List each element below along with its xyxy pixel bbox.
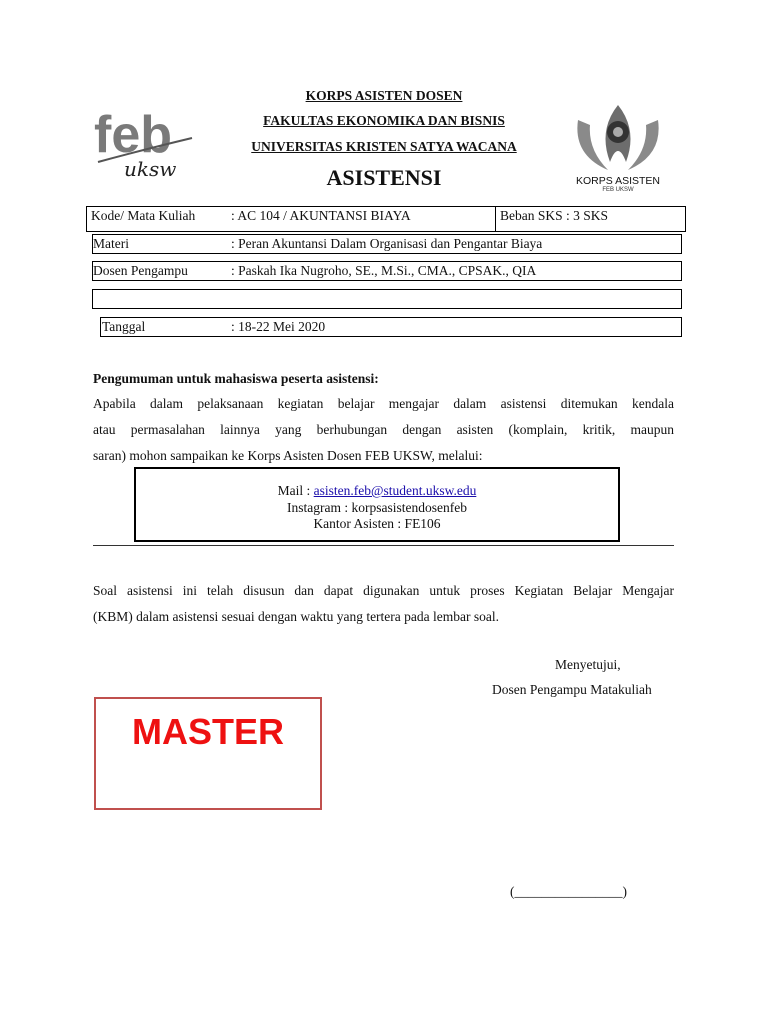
kode-divider: [495, 206, 496, 232]
info-row-empty: [92, 289, 682, 309]
announcement-line-2: atau permasalahan lainnya yang berhubungan dengan asisten (komplain, kritik, maupun: [93, 422, 674, 437]
korps-logo-graphic: [568, 100, 668, 192]
contact-instagram: Instagram : korpsasistendosenfeb: [287, 499, 467, 515]
info-row-dosen: [92, 261, 682, 281]
announcement-line-1: Apabila dalam pelaksanaan kegiatan belajar mengajar dalam asistensi ditemukan kendala: [93, 396, 674, 411]
page-title: ASISTENSI: [326, 165, 442, 190]
contact-kantor: Kantor Asisten : FE106: [313, 516, 441, 531]
uksw-logo-text: uksw: [124, 157, 177, 180]
info-row-tanggal: [100, 317, 682, 337]
master-stamp-box: [94, 697, 322, 810]
dosen-label: Dosen Pengampu: [93, 263, 188, 278]
contact-box: [134, 467, 620, 542]
contact-mail-line: [136, 483, 618, 500]
dosen-value: : Paskah Ika Nugroho, SE., M.Si., CMA., CPSAK., QIA: [231, 263, 537, 278]
mail-label: Mail :: [277, 483, 314, 498]
sks-value: Beban SKS : 3 SKS: [500, 208, 609, 223]
materi-label: Materi: [93, 236, 129, 251]
kode-value: : AC 104 / AKUNTANSI BIAYA: [231, 208, 411, 223]
header-line-korps: KORPS ASISTEN DOSEN: [305, 88, 463, 103]
tanggal-label: Tanggal: [102, 319, 146, 334]
kode-label: Kode/ Mata Kuliah: [91, 208, 196, 223]
korps-asisten-logo: [568, 100, 668, 192]
statement-line-1: Soal asistensi ini telah disusun dan dapat digunakan untuk proses Kegiatan Belajar Mengajar: [93, 583, 674, 598]
announcement-heading: Pengumuman untuk mahasiswa peserta asistensi:: [93, 371, 379, 386]
tanggal-value: : 18-22 Mei 2020: [231, 319, 326, 334]
feb-uksw-logo: [92, 100, 202, 180]
korps-logo-subtext: FEB UKSW: [602, 187, 634, 192]
statement-paragraph: [93, 578, 674, 630]
section-divider: [93, 545, 674, 546]
statement-line-2: (KBM) dalam asistensi sesuai dengan waktu yang tertera pada lembar soal.: [93, 609, 499, 624]
master-stamp-text: MASTER: [132, 711, 284, 752]
materi-value: : Peran Akuntansi Dalam Organisasi dan Pengantar Biaya: [231, 236, 543, 251]
header-line-universitas: UNIVERSITAS KRISTEN SATYA WACANA: [251, 139, 517, 154]
announcement-body: [93, 391, 674, 469]
signature-line: (________________): [510, 884, 627, 899]
approval-dosen: Dosen Pengampu Matakuliah: [492, 682, 652, 697]
info-row-kode: [86, 206, 686, 232]
feb-logo-text: feb: [94, 106, 172, 164]
korps-logo-text: KORPS ASISTEN: [575, 175, 661, 187]
announcement-line-3: saran) mohon sampaikan ke Korps Asisten Dosen FEB UKSW, melalui:: [93, 448, 483, 463]
mail-link[interactable]: asisten.feb@student.uksw.edu: [313, 483, 477, 498]
header-line-fakultas: FAKULTAS EKONOMIKA DAN BISNIS: [263, 113, 505, 128]
info-row-materi: [92, 234, 682, 254]
feb-logo-graphic: [92, 100, 202, 180]
approval-menyetujui: Menyetujui,: [555, 657, 621, 672]
